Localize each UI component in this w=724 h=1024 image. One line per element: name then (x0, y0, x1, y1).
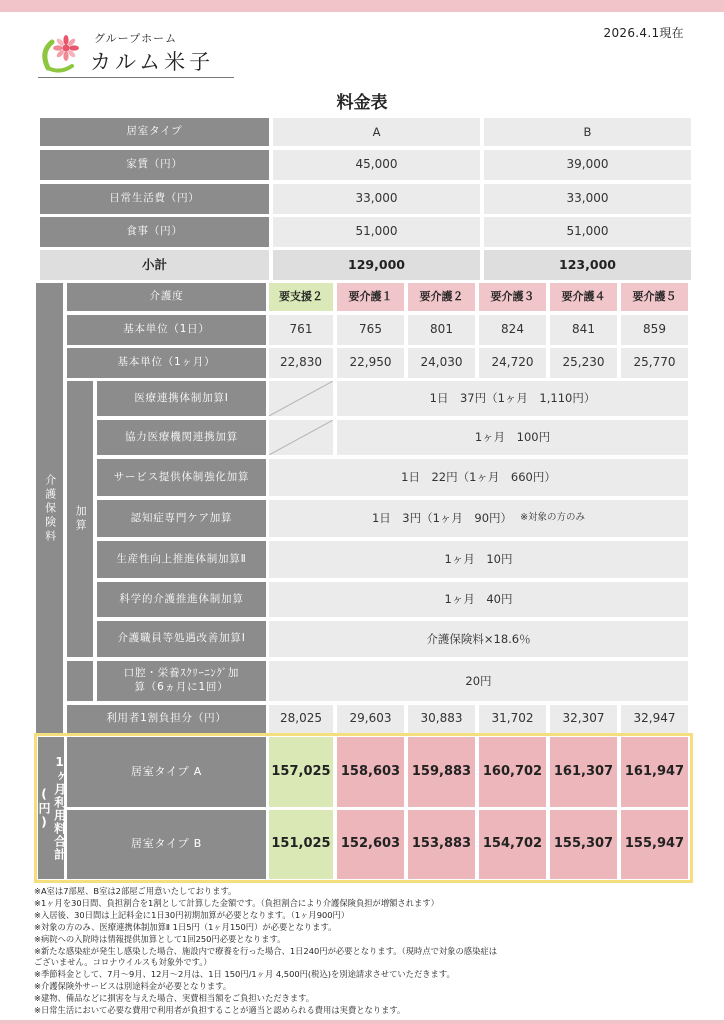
level-care-3: 要介護３ (479, 283, 546, 311)
addition-value: 1日 22円（1ヶ月 660円） (269, 459, 688, 496)
subtotal-b: 123,000 (484, 250, 691, 280)
copay-value: 32,307 (550, 705, 617, 733)
room-b-total-label: 居室タイプ B (67, 810, 266, 879)
footnote: ※新たな感染症が発生し感染した場合、施設内で療養を行った場合、1日240円が必要となります。（現時点で対象の感染症は (34, 945, 497, 956)
base-unit-month-label: 基本単位（1ヶ月） (67, 348, 266, 378)
addition-value: 20円 (269, 661, 688, 701)
footnote: ※建物、備品などに損害を与えた場合、実費相当額をご負担いただきます。 (34, 993, 315, 1004)
top-accent-bar (0, 0, 724, 12)
addition-label: 医療連携体制加算Ⅰ (97, 381, 266, 416)
base-unit-day-label: 基本単位（1日） (67, 315, 266, 345)
room-a-total: 161,947 (621, 737, 688, 807)
base-month-value: 22,950 (337, 348, 404, 378)
subtotal-label: 小計 (40, 250, 269, 280)
room-b-total: 152,603 (337, 810, 404, 879)
footnote: ※1ヶ月を30日間、負担割合を1割として計算した金額です。（負担割合により介護保険負担が増額されます） (34, 897, 439, 908)
addition-label: 口腔・栄養ｽｸﾘｰﾆﾝｸﾞ加算（6ヵ月に1回） (97, 661, 266, 701)
copay-value: 32,947 (621, 705, 688, 733)
room-a-total: 159,883 (408, 737, 475, 807)
copay-value: 31,702 (479, 705, 546, 733)
footnote: ※病院への入院時は情報提供加算として1回250円必要となります。 (34, 933, 286, 944)
addition-label: 協力医療機関連携加算 (97, 420, 266, 455)
room-b-total: 151,025 (269, 810, 333, 879)
addition-value: 1ヶ月 100円 (337, 420, 688, 455)
base-day-value: 761 (269, 315, 333, 345)
monthly-total-highlight-frame (34, 733, 693, 883)
addition-label: 認知症専門ケア加算 (97, 500, 266, 537)
copay-value: 29,603 (337, 705, 404, 733)
level-care-2: 要介護２ (408, 283, 475, 311)
room-b-total: 154,702 (479, 810, 546, 879)
room-a-total: 158,603 (337, 737, 404, 807)
footnote: ※日常生活において必要な費用で利用者が負担することが適当と認められる費用は実費となります。 (34, 1005, 406, 1016)
copay-value: 28,025 (269, 705, 333, 733)
addition-value-row (269, 500, 688, 537)
base-day-value: 801 (408, 315, 475, 345)
addition-value: 1日 3円（1ヶ月 90円） (371, 511, 513, 526)
addition-value: 1ヶ月 10円 (269, 541, 688, 578)
kasan-side-label: 加算 (67, 381, 93, 657)
copay-value: 30,883 (408, 705, 475, 733)
logo-name: カルム米子 (90, 50, 215, 74)
care-level-label: 介護度 (67, 283, 266, 311)
copay-label: 利用者1割負担分（円） (67, 705, 266, 733)
addition-label: 生産性向上推進体制加算Ⅱ (97, 541, 266, 578)
level-care-4: 要介護４ (550, 283, 617, 311)
room-type-b-header: B (484, 118, 691, 146)
room-a-total-label: 居室タイプ A (67, 737, 266, 807)
rent-label: 家賃（円） (40, 150, 269, 180)
addition-note: ※対象の方のみ (520, 512, 586, 524)
base-day-value: 859 (621, 315, 688, 345)
addition-label: 科学的介護推進体制加算 (97, 582, 266, 617)
base-month-value: 24,720 (479, 348, 546, 378)
level-care-5: 要介護５ (621, 283, 688, 311)
rent-a: 45,000 (273, 150, 480, 180)
room-b-total: 155,947 (621, 810, 688, 879)
care-insurance-side-label: 介護保険料 (36, 283, 63, 734)
logo-subtitle: グループホーム (94, 32, 178, 45)
addition-value: 1日 37円（1ヶ月 1,110円） (337, 381, 688, 416)
addition-label: 介護職員等処遇改善加算Ⅰ (97, 621, 266, 657)
na-cell (269, 420, 333, 455)
flower-logo-icon (38, 28, 88, 76)
base-month-value: 22,830 (269, 348, 333, 378)
monthly-total-side-label: 1ヶ月利用料合計(円) (38, 737, 64, 879)
meal-b: 51,000 (484, 217, 691, 247)
base-month-value: 25,230 (550, 348, 617, 378)
as-of-date: 2026.4.1現在 (603, 26, 684, 40)
logo (38, 28, 234, 80)
living-cost-a: 33,000 (273, 184, 480, 214)
footnote: ※季節料金として、7月～9月、12月～2月は、1日 150円/1ヶ月 4,500円(税込)を別途請求させていただきます。 (34, 969, 455, 980)
subtotal-a: 129,000 (273, 250, 480, 280)
living-cost-label: 日常生活費（円） (40, 184, 269, 214)
footnote: ※介護保険外サービスは別途料金が必要となります。 (34, 981, 232, 992)
room-b-total: 155,307 (550, 810, 617, 879)
living-cost-b: 33,000 (484, 184, 691, 214)
room-a-total: 160,702 (479, 737, 546, 807)
footnote: ございません。コロナウイルスも対象外です。） (34, 957, 212, 968)
footnote: ※A室は7部屋、B室は2部屋ご用意いたしております。 (34, 886, 237, 896)
addition-value: 1ヶ月 40円 (269, 582, 688, 617)
level-care-1: 要介護１ (337, 283, 404, 311)
base-day-value: 841 (550, 315, 617, 345)
diagonal-slash (269, 381, 333, 416)
base-month-value: 25,770 (621, 348, 688, 378)
meal-label: 食事（円） (40, 217, 269, 247)
footnote: ※対象の方のみ、医療連携体制加算Ⅱ 1日5円（1ヶ月150円）が必要となります。 (34, 921, 337, 932)
footnote: ※入居後、30日間は上記料金に1日30円初期加算が必要となります。（1ヶ月900円） (34, 909, 350, 920)
room-a-total: 161,307 (550, 737, 617, 807)
rent-b: 39,000 (484, 150, 691, 180)
base-month-value: 24,030 (408, 348, 475, 378)
base-day-value: 765 (337, 315, 404, 345)
na-cell (269, 381, 333, 416)
addition-label: サービス提供体制強化加算 (97, 459, 266, 496)
room-type-header: 居室タイプ (40, 118, 269, 146)
room-type-a-header: A (273, 118, 480, 146)
footnotes (34, 886, 694, 1017)
room-b-total: 153,883 (408, 810, 475, 879)
logo-underline (38, 77, 234, 78)
level-support-2: 要支援２ (269, 283, 333, 311)
page-title: 料金表 (336, 93, 388, 113)
diagonal-slash (269, 420, 333, 455)
kasan-spacer (67, 661, 93, 701)
base-day-value: 824 (479, 315, 546, 345)
addition-value: 介護保険料×18.6％ (269, 621, 688, 657)
meal-a: 51,000 (273, 217, 480, 247)
room-a-total: 157,025 (269, 737, 333, 807)
bottom-accent-bar (0, 1020, 724, 1024)
